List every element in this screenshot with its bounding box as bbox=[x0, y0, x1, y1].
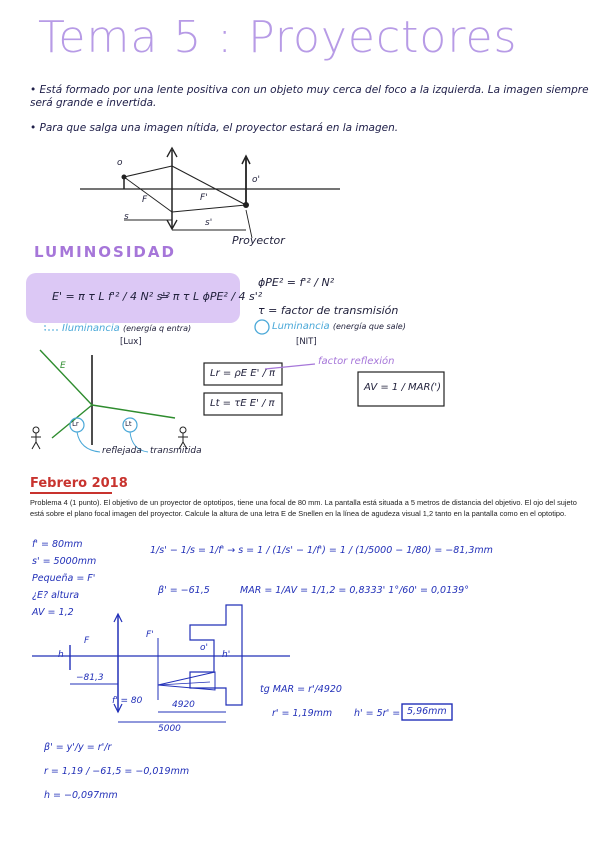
given-1: f' = 80mm bbox=[32, 539, 83, 550]
l-circle bbox=[255, 320, 269, 334]
formula-left: E' = π τ L f'² / 4 N² s'² bbox=[52, 290, 170, 303]
bullet-2: • Para que salga una imagen nítida, el proyector estará en la imagen. bbox=[30, 122, 399, 134]
r-value: r' = 1,19mm bbox=[272, 708, 333, 719]
label-hp: h' bbox=[222, 650, 231, 660]
luminancia-label: Luminancia bbox=[272, 321, 330, 332]
given-3: Pequeña = F' bbox=[32, 573, 96, 584]
label-f: F bbox=[142, 195, 148, 205]
lt-label: Lt bbox=[125, 420, 132, 428]
ray-2 bbox=[124, 177, 172, 212]
transmitted-ray bbox=[92, 405, 175, 418]
beta-ratio: β' = y'/y = r'/r bbox=[44, 742, 112, 753]
label-F: F bbox=[84, 636, 90, 646]
phi-definition: ϕPE² = f'² / N² bbox=[258, 276, 335, 289]
dist-5000: 5000 bbox=[158, 724, 181, 734]
beta-value: β' = −61,5 bbox=[158, 585, 210, 596]
factor-reflexion: factor reflexión bbox=[318, 356, 395, 367]
given-2: s' = 5000mm bbox=[32, 556, 97, 567]
mar-calc: MAR = 1/AV = 1/1,2 = 0,8333' 1°/60' = 0,0139° bbox=[240, 585, 469, 596]
e-vector-label: E bbox=[60, 361, 66, 371]
tau-definition: τ = factor de transmisión bbox=[258, 304, 399, 317]
lt-formula: Lt = τE E' / π bbox=[210, 398, 275, 409]
dist-813: −81,3 bbox=[76, 673, 104, 683]
lr-label: Lr bbox=[72, 420, 79, 428]
ray-1b bbox=[172, 166, 246, 205]
lr-pointer bbox=[77, 432, 100, 452]
h-value: h' = 5r' = bbox=[354, 708, 401, 719]
reflejada-label: reflejada bbox=[102, 446, 142, 456]
lr-formula: Lr = ρE E' / π bbox=[210, 368, 276, 379]
label-h: h bbox=[58, 650, 64, 660]
r-calc: r = 1,19 / −61,5 = −0,019mm bbox=[44, 766, 190, 777]
incident-ray bbox=[40, 350, 92, 405]
bullet-2-text: Para que salga una imagen nítida, el proyector estará en la imagen. bbox=[39, 122, 399, 134]
eq-gauss: 1/s' − 1/s = 1/f' → s = 1 / (1/s' − 1/f') = 1 / (1/5000 − 1/80) = −81,3mm bbox=[150, 545, 493, 556]
luminancia-row bbox=[272, 321, 406, 332]
febrero-heading: Febrero 2018 bbox=[30, 476, 128, 491]
feb-screen bbox=[190, 605, 242, 705]
problem-statement: Problema 4 (1 punto). El objetivo de un proyector de optotipos, tiene una focal de 80 mm. La pantalla está situada a 5 metros de distancia del objetivo. El ojo del sujeto está sobre el plano focal imagen del proyector. Calcule la altura de una letra E de Snellen en la línea de agudeza visual 1,2 tanto en la pantalla como en el optotipo. bbox=[30, 498, 577, 518]
iluminancia-unit: [Lux] bbox=[120, 337, 142, 347]
bullet-1: • Está formado por una lente positiva con un objeto muy cerca del foco a la izquierda. La imagen siempre será grande e invertida. bbox=[30, 84, 589, 109]
label-Fp: F' bbox=[146, 630, 154, 640]
given-5: AV = 1,2 bbox=[32, 607, 74, 618]
luminosidad-heading: LUMINOSIDAD bbox=[34, 243, 176, 261]
caption-proyector: Proyector bbox=[232, 234, 285, 247]
label-o-prime: o' bbox=[200, 643, 208, 653]
transmitida-label: transmitida bbox=[150, 446, 202, 456]
given-4: ¿E? altura bbox=[32, 590, 80, 601]
h-result: 5,96mm bbox=[407, 706, 447, 717]
label-op: o' bbox=[252, 175, 260, 185]
observer-left-icon bbox=[31, 427, 41, 449]
label-o: o bbox=[117, 158, 123, 168]
label-sp: s' bbox=[205, 218, 213, 228]
label-fp: F' bbox=[200, 193, 208, 203]
av-formula: AV = 1 / MAR(') bbox=[364, 382, 441, 393]
formula-right: = π τ L ϕPE² / 4 s'² bbox=[160, 290, 263, 303]
dist-4920: 4920 bbox=[172, 700, 195, 710]
ray-2b bbox=[172, 205, 246, 212]
iluminancia-note: (energía q entra) bbox=[122, 324, 192, 333]
luminancia-note: (energía que sale) bbox=[332, 322, 406, 331]
iluminancia-label: Iluminancia bbox=[62, 323, 120, 334]
febrero-underline bbox=[30, 492, 112, 494]
h-calc: h = −0,097mm bbox=[44, 790, 118, 801]
image-point bbox=[243, 202, 249, 208]
bullet-1-text: Está formado por una lente positiva con un objeto muy cerca del foco a la izquierda. La imagen siempre será grande e invertida. bbox=[30, 84, 589, 109]
luminancia-unit: [NIT] bbox=[296, 337, 317, 347]
givens-list bbox=[32, 536, 96, 621]
page-title: Tema 5 : Proyectores bbox=[38, 12, 518, 63]
f-80: f' = 80 bbox=[112, 696, 143, 706]
label-s: s bbox=[124, 212, 129, 222]
feb-mar-triangle bbox=[158, 672, 215, 690]
iluminancia-row bbox=[62, 323, 191, 334]
tg-mar: tg MAR = r'/4920 bbox=[260, 684, 342, 695]
ray-1 bbox=[124, 166, 172, 177]
